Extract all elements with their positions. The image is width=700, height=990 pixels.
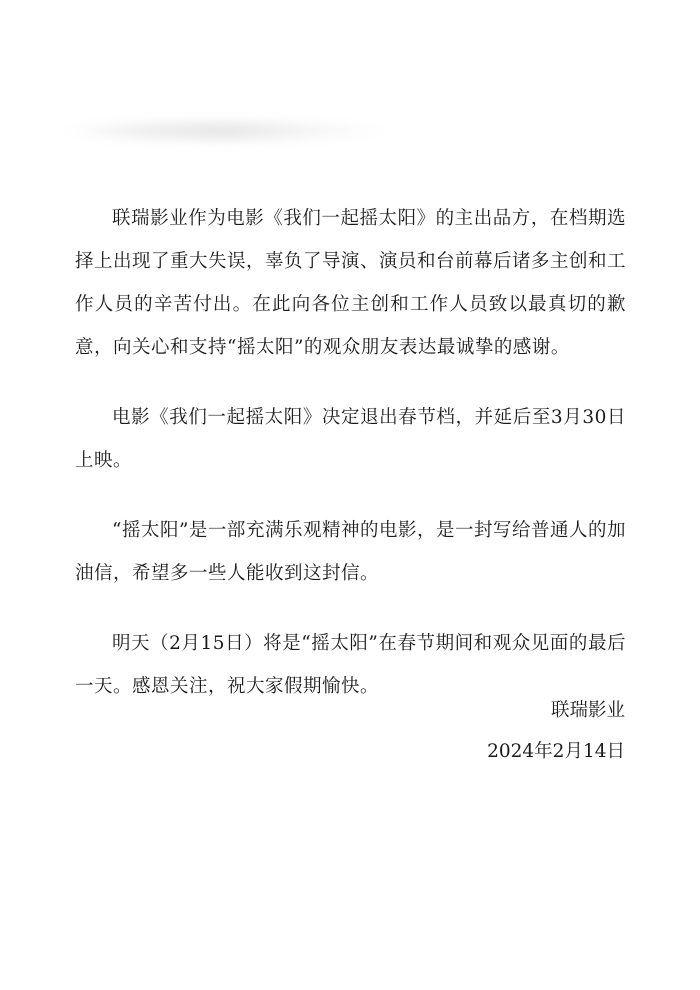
statement-body xyxy=(75,197,626,735)
signature-date: 2024年2月14日 xyxy=(487,741,625,762)
paragraph-film-description: “摇太阳”是一部充满乐观精神的电影，是一封写给普通人的加油信，希望多一些人能收到这封信。 xyxy=(75,520,626,584)
scan-smudge xyxy=(60,122,390,140)
paragraph-apology: 联瑞影业作为电影《我们一起摇太阳》的主出品方，在档期选择上出现了重大失误，辜负了导演、演员和台前幕后诸多主创和工作人员的辛苦付出。在此向各位主创和工作人员致以最真切的歉意，向关心和支持“摇太阳”的观众朋友表达最诚挚的感谢。 xyxy=(75,208,627,358)
signature-company: 联瑞影业 xyxy=(550,700,625,721)
paragraph-final-day: 明天（2月15日）将是“摇太阳”在春节期间和观众见面的最后一天。感恩关注，祝大家假期愉快。 xyxy=(75,633,626,697)
paragraph-release-date: 电影《我们一起摇太阳》决定退出春节档，并延后至3月30日上映。 xyxy=(75,407,626,471)
